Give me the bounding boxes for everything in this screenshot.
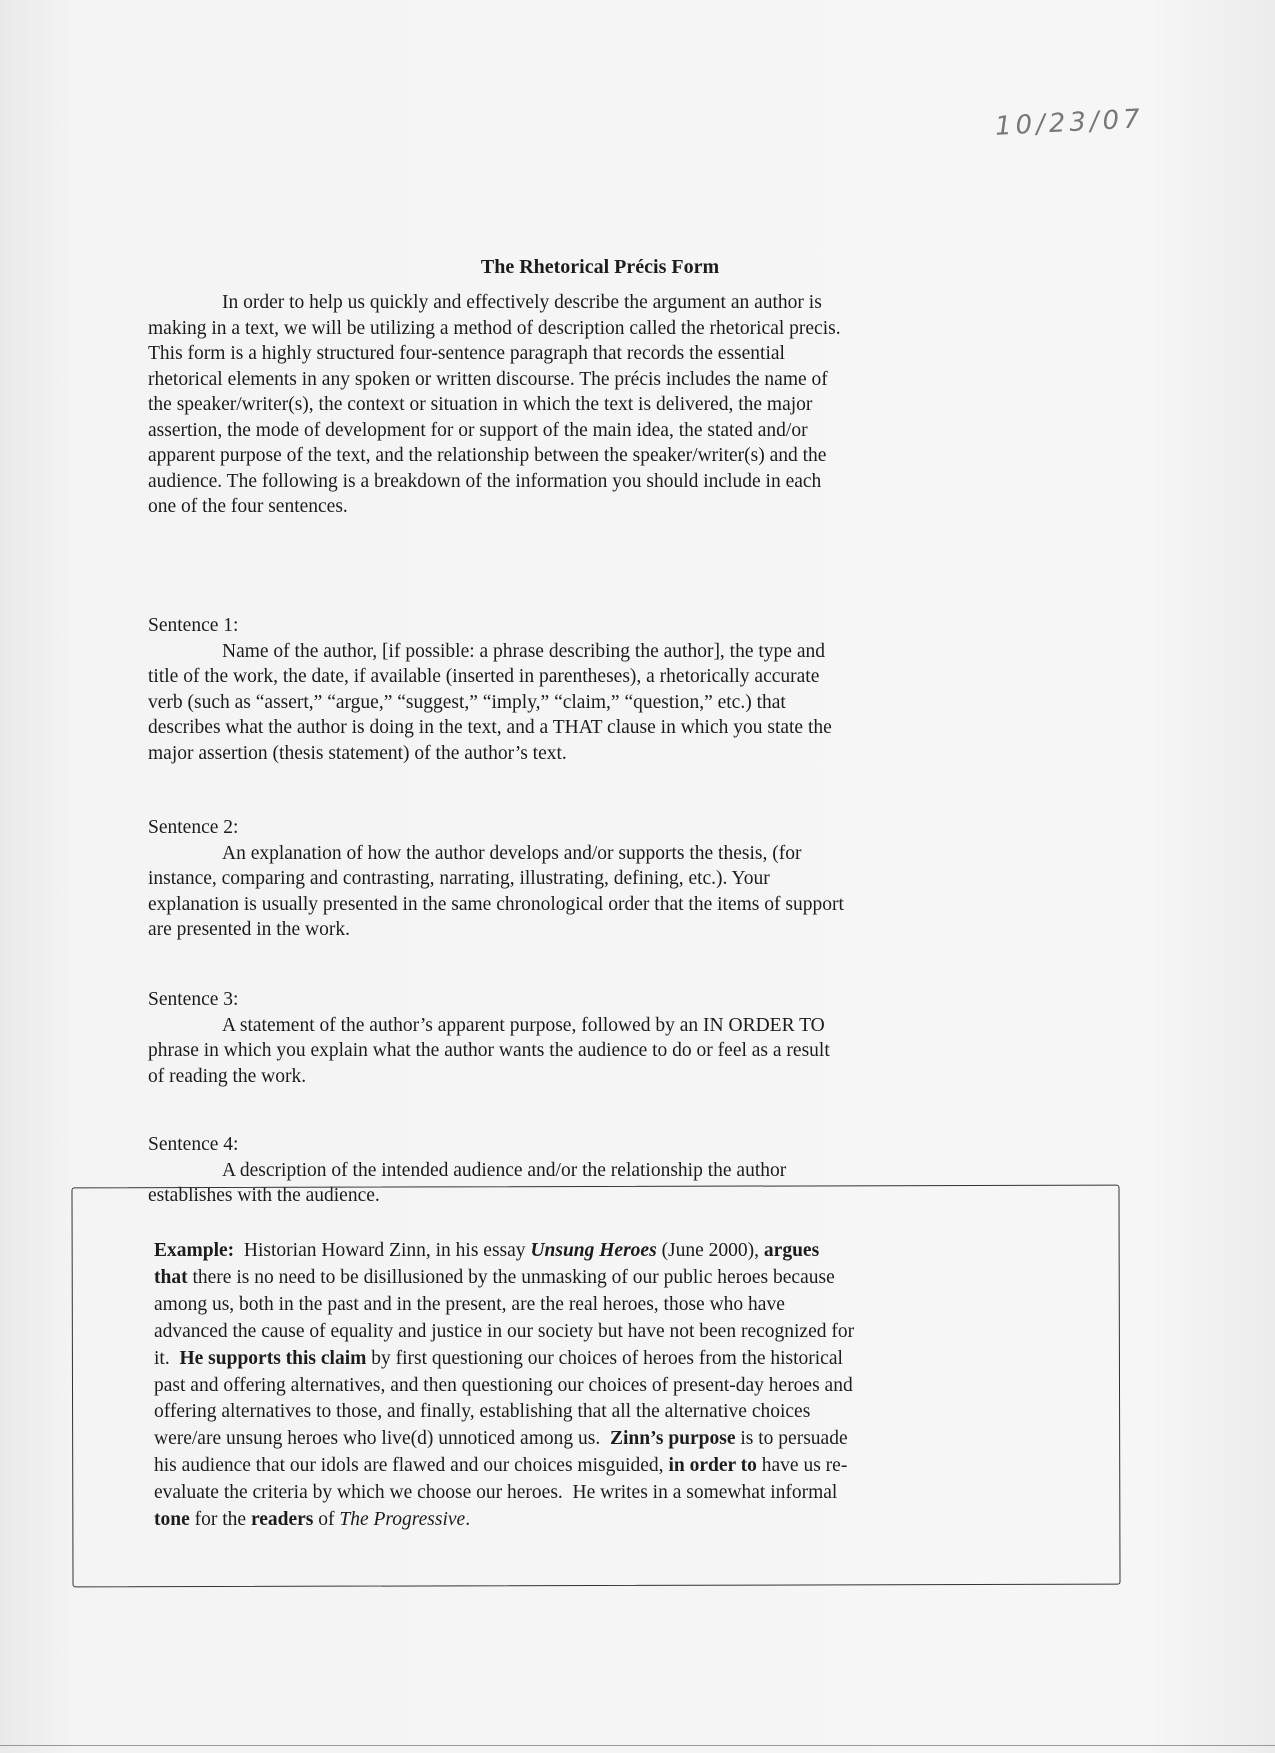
sentence-line: describes what the author is doing in the text, and a THAT clause in which you state the — [148, 717, 832, 738]
example-text: Historian Howard Zinn, in his essay — [234, 1240, 531, 1261]
emphasized-text: in order to — [668, 1455, 757, 1477]
example-text: there is no need to be disillusioned by the unmasking of our public heroes because — [187, 1266, 835, 1288]
sentence-line: of reading the work. — [148, 1065, 307, 1087]
example-text: have us re- — [756, 1455, 848, 1477]
sentence-line: major assertion (thesis statement) of the author’s text. — [148, 742, 567, 764]
sentence-line: A description of the intended audience and/or the relationship the author — [222, 1159, 787, 1181]
intro-line: making in a text, we will be utilizing a method of description called the rhetorical precis. — [148, 317, 841, 339]
emphasized-text: Zinn’s purpose — [609, 1428, 736, 1450]
example-line — [154, 1373, 854, 1400]
example-line — [154, 1265, 854, 1292]
sentence-3-section — [148, 987, 830, 1089]
example-line — [154, 1399, 854, 1426]
intro-line: This form is a highly structured four-sentence paragraph that records the essential — [148, 343, 785, 364]
sentence-line: An explanation of how the author develops and/or supports the thesis, (for — [222, 842, 802, 864]
intro-line: In order to help us quickly and effectively describe the argument an author is — [222, 292, 822, 313]
example-text: were/are unsung heroes who live(d) unnoticed among us. — [154, 1428, 610, 1450]
example-text: (June 2000), — [656, 1240, 764, 1261]
example-text: advanced the cause of equality and justice in our society but have not been recognized for — [154, 1320, 855, 1342]
example-line — [154, 1292, 854, 1319]
example-line — [154, 1480, 854, 1507]
sentence-line: title of the work, the date, if available (inserted in parentheses), a rhetorically accurate — [148, 666, 820, 687]
intro-line: audience. The following is a breakdown of the information you should include in each — [148, 470, 822, 492]
intro-line: the speaker/writer(s), the context or situation in which the text is delivered, the major — [148, 394, 813, 415]
intro-line: apparent purpose of the text, and the relationship between the speaker/writer(s) and the — [148, 445, 827, 466]
example-text: evaluate the criteria by which we choose our heroes. He writes in a somewhat informal — [154, 1482, 838, 1504]
emphasized-text: Example: — [154, 1240, 235, 1261]
sentence-1-section — [148, 613, 832, 766]
emphasized-text: He supports this claim — [179, 1347, 367, 1369]
emphasized-text: The Progressive — [339, 1509, 466, 1531]
example-text: offering alternatives to those, and finally, establishing that all the alternative choices — [154, 1401, 811, 1423]
emphasized-text: Unsung Heroes — [530, 1240, 657, 1261]
sentence-line: phrase in which you explain what the author wants the audience to do or feel as a result — [148, 1040, 830, 1061]
emphasized-text: that — [154, 1266, 188, 1288]
example-text: his audience that our idols are flawed and our choices misguided, — [154, 1455, 669, 1477]
intro-line: one of the four sentences. — [148, 496, 348, 517]
example-text: . — [465, 1509, 471, 1531]
intro-line: rhetorical elements in any spoken or written discourse. The précis includes the name of — [148, 368, 828, 390]
example-line — [154, 1507, 854, 1534]
intro-paragraph — [148, 290, 841, 520]
example-text: it. — [154, 1347, 180, 1369]
sentence-line: are presented in the work. — [148, 919, 350, 940]
example-line — [154, 1426, 854, 1453]
sentence-line: explanation is usually presented in the same chronological order that the items of support — [148, 893, 844, 915]
example-line — [154, 1453, 854, 1480]
sentence-line: instance, comparing and contrasting, narrating, illustrating, defining, etc.). Your — [148, 868, 770, 889]
intro-line: assertion, the mode of development for or support of the main idea, the stated and/or — [148, 419, 808, 441]
sentence-line: Name of the author, [if possible: a phrase describing the author], the type and — [222, 640, 825, 662]
sentence-heading: Sentence 2: — [148, 817, 239, 838]
emphasized-text: tone — [154, 1509, 190, 1531]
sentence-line: A statement of the author’s apparent purpose, followed by an IN ORDER TO — [222, 1014, 825, 1036]
example-line — [154, 1319, 854, 1346]
example-line — [154, 1238, 854, 1265]
emphasized-text: argues — [763, 1240, 820, 1261]
example-text: by first questioning our choices of heroes from the historical — [366, 1347, 843, 1369]
emphasized-text: readers — [250, 1509, 314, 1531]
example-text: is to persuade — [735, 1428, 848, 1450]
example-paragraph — [154, 1238, 854, 1534]
sentence-line: establishes with the audience. — [148, 1185, 380, 1206]
sentence-heading: Sentence 4: — [148, 1134, 239, 1155]
page-edge — [0, 1745, 1275, 1746]
example-text: of — [313, 1509, 340, 1531]
handwritten-date: 10/23/07 — [994, 104, 1145, 142]
sentence-line: verb (such as “assert,” “argue,” “suggest,” “imply,” “claim,” “question,” etc.) that — [148, 691, 786, 713]
example-text: among us, both in the past and in the present, are the real heroes, those who have — [154, 1293, 785, 1315]
example-line — [154, 1346, 854, 1373]
example-text: for the — [189, 1509, 251, 1531]
example-text: past and offering alternatives, and then questioning our choices of present-day heroes and — [154, 1374, 853, 1396]
document-title: The Rhetorical Précis Form — [480, 256, 720, 278]
sentence-2-section — [148, 815, 844, 943]
sentence-heading: Sentence 1: — [148, 615, 239, 636]
sentence-heading: Sentence 3: — [148, 989, 239, 1010]
